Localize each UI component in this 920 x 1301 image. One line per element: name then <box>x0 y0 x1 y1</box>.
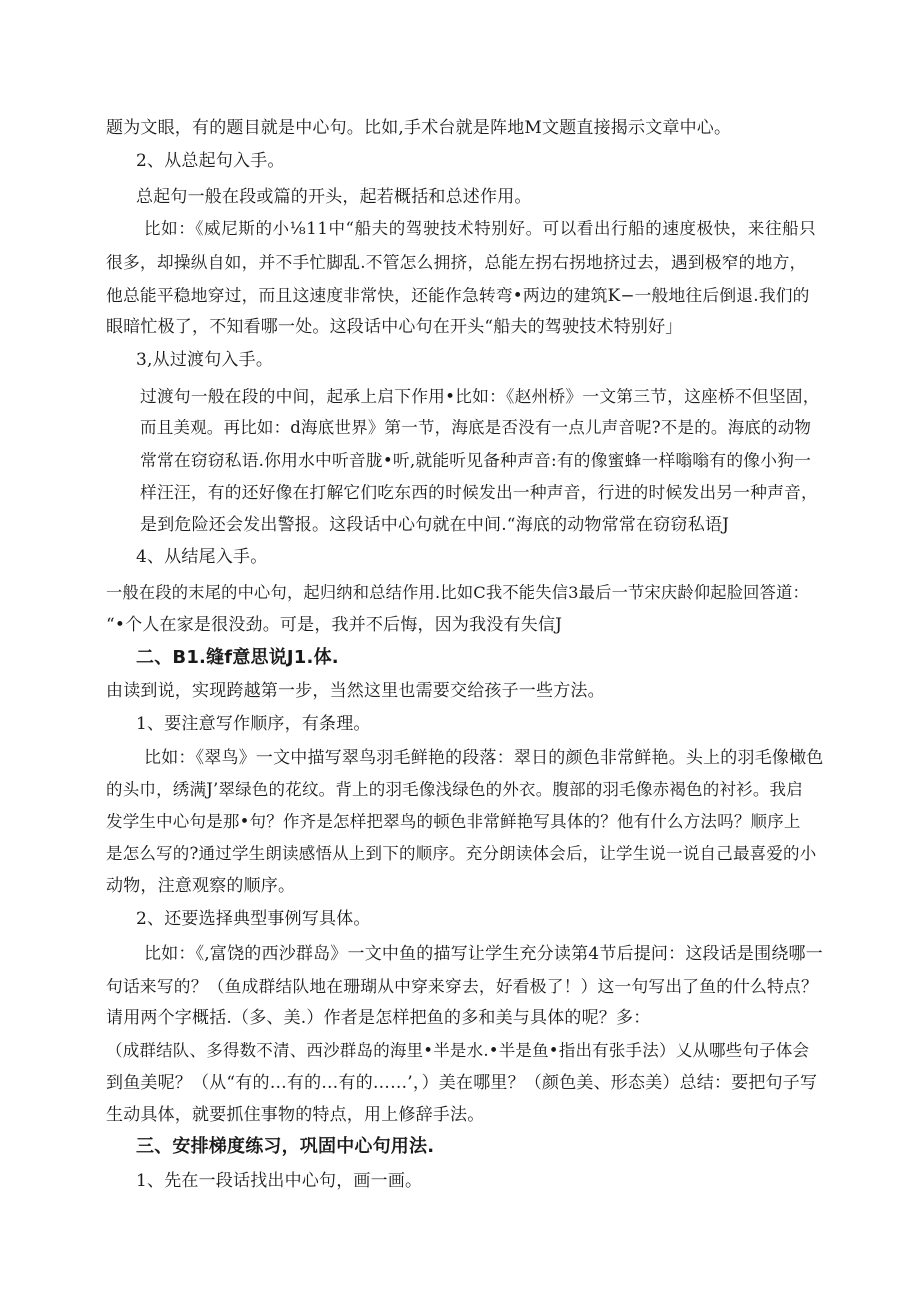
text-line: “•个人在家是很没劲。可是，我并不后悔，因为我没有失信J <box>106 615 563 635</box>
section-heading: 三、安排梯度练习，巩固中心句用法. <box>136 1136 435 1157</box>
text-line: 到鱼美呢？（从“有的…有的…有的……’，）美在哪里？（颜色美、形态美）总结：要把句子写 <box>106 1073 818 1093</box>
text-line: 生动具体，就要抓住事物的特点，用上修辞手法。 <box>106 1105 485 1125</box>
text-line: 题为文眼，有的题目就是中心句。比如,手术台就是阵地M文题直接揭示文章中心。 <box>106 118 732 138</box>
text-line: 他总能平稳地穿过，而且这速度非常快，还能作急转弯•两边的建筑K−一般地往后倒退.我们的 <box>106 285 810 305</box>
text-line: 眼暗忙极了，不知看哪一处。这段话中心句在开头“船夫的驾驶技术特别好」 <box>106 317 683 337</box>
text-line: 过渡句一般在段的中间，起承上启下作用•比如：《赵州桥》一文第三节，这座桥不但坚固， <box>140 386 820 406</box>
section-heading: 二、B1.缝f意思说J1.体. <box>136 647 339 668</box>
text-line: 的头巾，绣满J’翠绿色的花纹。背上的羽毛像浅绿色的外衣。腹部的羽毛像赤褐色的衬衫。我启 <box>106 780 803 799</box>
text-line: 常常在窃窃私语.你用水中听音胧•听,就能听见备种声音:有的像蜜蜂一样嗡嗡有的像小狗一 <box>140 450 812 470</box>
section-subheading: 4、从结尾入手。 <box>136 547 268 567</box>
text-line: 由读到说，实现跨越第一步，当然这里也需要交给孩子一些方法。 <box>106 681 605 701</box>
text-line: 比如：《,富饶的西沙群岛》一文中鱼的描写让学生充分读第4节后提问：这段话是围绕哪一 <box>144 944 823 964</box>
section-subheading: 1、要注意写作顺序，有条理。 <box>136 714 371 734</box>
text-line: 请用两个字概括.（多、美.）作者是怎样把鱼的多和美与具体的呢？多： <box>106 1008 651 1028</box>
text-line: 样汪汪，有的还好像在打解它们吃东西的时候发出一种声音，行进的时候发出另一种声音， <box>140 482 819 502</box>
text-line: 是怎么写的?通过学生朗读感悟从上到下的顺序。充分朗读体会后，让学生说一说自己最喜爱的小 <box>106 844 817 863</box>
text-line: 总起句一般在段或篇的开头，起若概括和总述作用。 <box>136 187 532 207</box>
text-line: 动物，注意观察的顺序。 <box>106 876 296 896</box>
text-line: 是到危险还会发出警报。这段话中心句就在中间.“海底的动物常常在窃窃私语J <box>140 515 730 535</box>
text-line: 句话来写的？（鱼成群结队地在珊瑚从中穿来穿去，好看极了！）这一句写出了鱼的什么特点？ <box>106 976 818 996</box>
text-line: 而且美观。再比如：d海底世界》第一节，海底是否没有一点儿声音呢?不是的。海底的动物 <box>140 418 812 437</box>
text-line: 比如：《翠鸟》一文中描写翠鸟羽毛鲜艳的段落：翠日的颜色非常鲜艳。头上的羽毛像橄色 <box>144 748 824 768</box>
section-subheading: 1、先在一段话找出中心句，画一画。 <box>136 1171 423 1191</box>
section-subheading: 2、还要选择典型事例写具体。 <box>136 909 371 929</box>
text-line: （成群结队、多得数不清、西沙群岛的海里•半是水.•半是鱼•指出有张手法）乂从哪些句子体会 <box>106 1041 810 1060</box>
section-subheading: 2、从总起句入手。 <box>136 151 285 171</box>
text-line: 很多，却操纵自如，并不手忙脚乱.不管怎么拥挤，总能左拐右拐地挤过去，遇到极窄的地方， <box>106 252 807 272</box>
text-line: 发学生中心句是那•句？作齐是怎样把翠鸟的顿色非常鲜艳写具体的？他有什么方法吗？顺序上 <box>106 812 801 831</box>
text-line: 比如：《威尼斯的小⅛11中“船夫的驾驶技术特别好。可以看出行船的速度极快，来往船只 <box>144 219 817 238</box>
text-line: 一般在段的末尾的中心句，起归纳和总结作用.比如C我不能失信3最后一节宋庆龄仰起脸回答道： <box>106 583 809 602</box>
section-subheading: 3,从过渡句入手。 <box>136 350 274 370</box>
